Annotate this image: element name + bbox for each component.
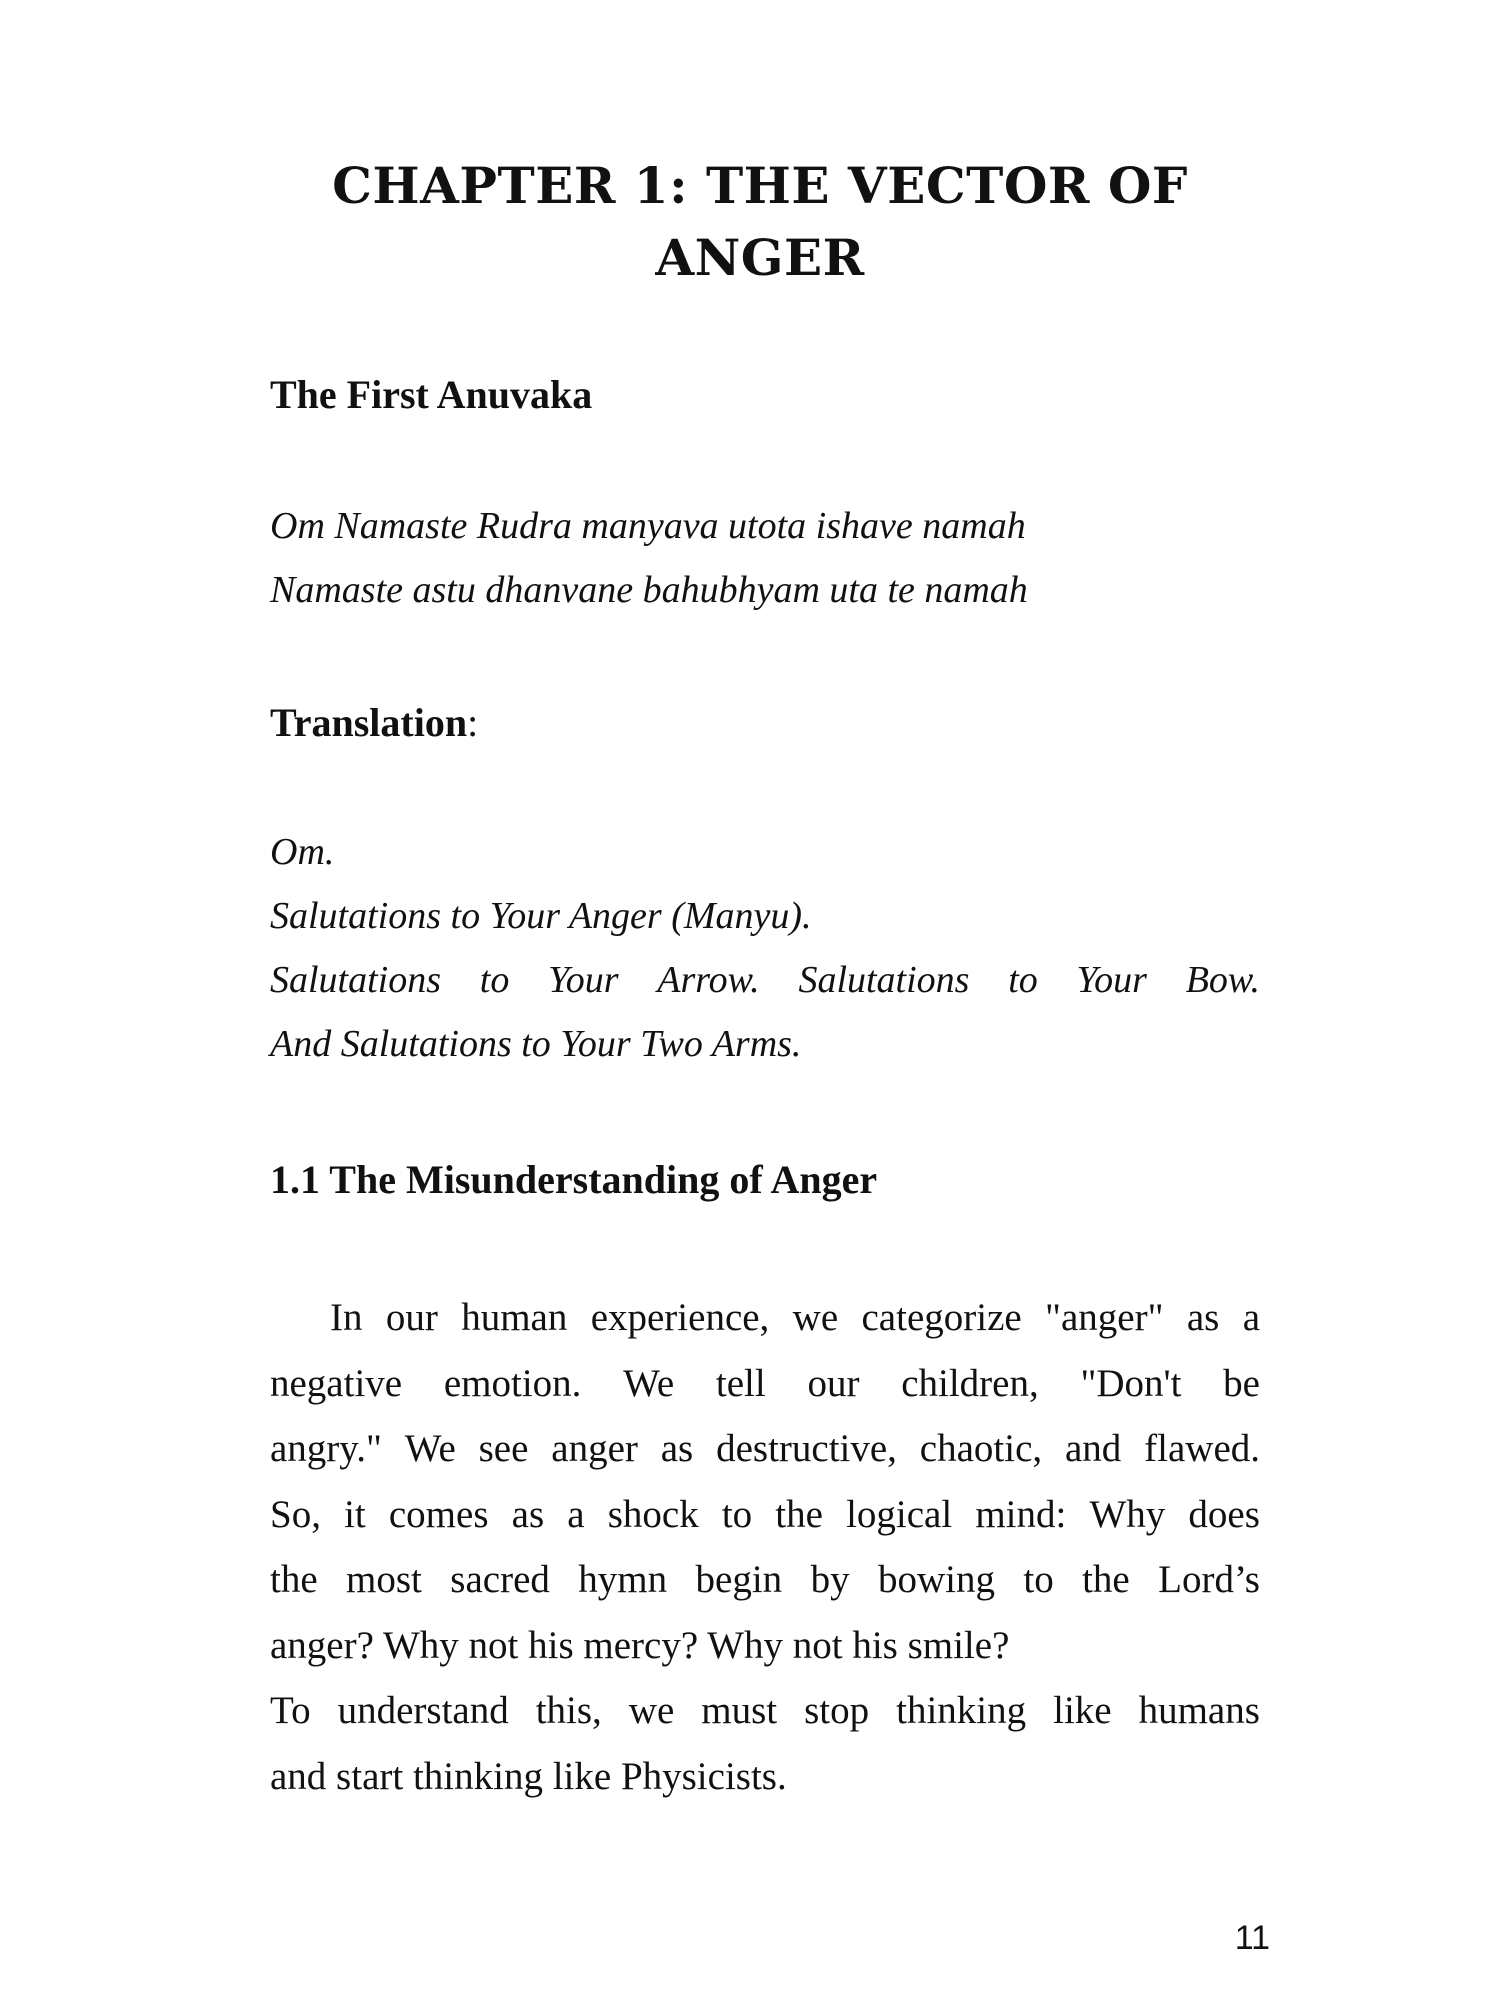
- word: we: [628, 1689, 675, 1732]
- word: understand: [337, 1689, 509, 1732]
- word: We: [623, 1361, 675, 1405]
- word: Lord’s: [1158, 1558, 1260, 1601]
- word: like: [1053, 1689, 1112, 1732]
- word: must: [701, 1689, 778, 1732]
- word: hymn: [578, 1558, 668, 1601]
- word: to: [479, 959, 510, 1001]
- word: mind:: [975, 1492, 1067, 1536]
- word: In: [330, 1296, 363, 1339]
- para1-line-5: [270, 1547, 1260, 1613]
- word: thinking: [896, 1689, 1027, 1732]
- word: categorize: [861, 1296, 1022, 1339]
- verse-line-1: Om Namaste Rudra manyava utota ishave namah: [270, 505, 1026, 547]
- word: Why: [1089, 1492, 1166, 1536]
- translation-label-text: Translation: [270, 700, 468, 745]
- translation-label: [270, 698, 478, 748]
- word: logical: [846, 1492, 953, 1536]
- word: begin: [695, 1558, 783, 1601]
- translation-line-3: [270, 948, 1260, 1012]
- word: the: [270, 1558, 318, 1601]
- word: So,: [270, 1492, 321, 1536]
- word: by: [810, 1558, 850, 1601]
- word: humans: [1138, 1689, 1260, 1732]
- word: chaotic,: [919, 1427, 1043, 1470]
- word: stop: [804, 1689, 870, 1732]
- word: To: [270, 1689, 311, 1732]
- word: emotion.: [443, 1361, 582, 1405]
- word: children,: [901, 1361, 1039, 1405]
- word: Your: [1076, 959, 1147, 1001]
- word: Bow.: [1185, 959, 1260, 1001]
- word: negative: [270, 1361, 403, 1405]
- word: the: [775, 1492, 823, 1536]
- word: as: [511, 1492, 545, 1536]
- word: the: [1082, 1558, 1130, 1601]
- word: experience,: [590, 1296, 770, 1339]
- word: most: [346, 1558, 422, 1601]
- word: we: [792, 1296, 839, 1339]
- word: a: [1242, 1296, 1260, 1339]
- para1-line-1: [270, 1285, 1260, 1351]
- word: to: [1008, 959, 1038, 1001]
- word: angry.": [270, 1427, 382, 1470]
- word: We: [404, 1427, 456, 1470]
- chapter-title-line-1: CHAPTER 1: THE VECTOR OF: [332, 156, 1188, 215]
- word: as: [1186, 1296, 1220, 1339]
- word: a: [567, 1492, 585, 1536]
- word: it: [344, 1492, 366, 1536]
- word: our: [807, 1361, 860, 1405]
- word: see: [478, 1427, 529, 1470]
- word: "anger": [1045, 1296, 1164, 1339]
- para1-line-6: anger? Why not his mercy? Why not his smile?: [270, 1623, 1010, 1667]
- word: this,: [535, 1689, 602, 1732]
- word: our: [385, 1296, 438, 1339]
- word: does: [1188, 1492, 1260, 1536]
- word: and: [1064, 1427, 1122, 1470]
- word: to: [1023, 1558, 1054, 1601]
- para2-line-1: [270, 1678, 1260, 1744]
- page-number: 11: [1234, 1919, 1270, 1957]
- para2-line-2: and start thinking like Physicists.: [270, 1754, 787, 1798]
- word: be: [1223, 1361, 1260, 1405]
- word: Salutations: [798, 959, 970, 1001]
- word: sacred: [450, 1558, 550, 1601]
- word: destructive,: [716, 1427, 897, 1470]
- para1-line-2: [270, 1351, 1260, 1417]
- translation-text: [270, 820, 1260, 1076]
- anuvaka-heading: The First Anuvaka: [270, 372, 593, 417]
- para1-line-4: [270, 1482, 1260, 1548]
- word: comes: [388, 1492, 489, 1536]
- para1-line-3: [270, 1416, 1260, 1482]
- word: Salutations: [270, 959, 442, 1001]
- word: anger: [551, 1427, 638, 1470]
- chapter-title: [270, 150, 1250, 294]
- word: "Don't: [1080, 1361, 1182, 1405]
- section-heading: 1.1 The Misunderstanding of Anger: [270, 1157, 878, 1202]
- word: Your: [548, 959, 619, 1001]
- word: bowing: [877, 1558, 995, 1601]
- word: tell: [715, 1361, 766, 1405]
- translation-line-4: And Salutations to Your Two Arms.: [270, 1023, 802, 1065]
- translation-label-colon: :: [467, 700, 479, 745]
- word: human: [461, 1296, 568, 1339]
- word: shock: [607, 1492, 699, 1536]
- sanskrit-verse: [270, 494, 1260, 622]
- word: Arrow.: [657, 959, 760, 1001]
- translation-line-1: Om.: [270, 831, 335, 873]
- body-paragraph: [270, 1285, 1260, 1809]
- chapter-title-line-2: ANGER: [655, 228, 865, 287]
- verse-line-2: Namaste astu dhanvane bahubhyam uta te namah: [270, 569, 1028, 611]
- word: flawed.: [1144, 1427, 1260, 1470]
- word: as: [660, 1427, 694, 1470]
- translation-line-2: Salutations to Your Anger (Manyu).: [270, 895, 812, 937]
- word: to: [721, 1492, 753, 1536]
